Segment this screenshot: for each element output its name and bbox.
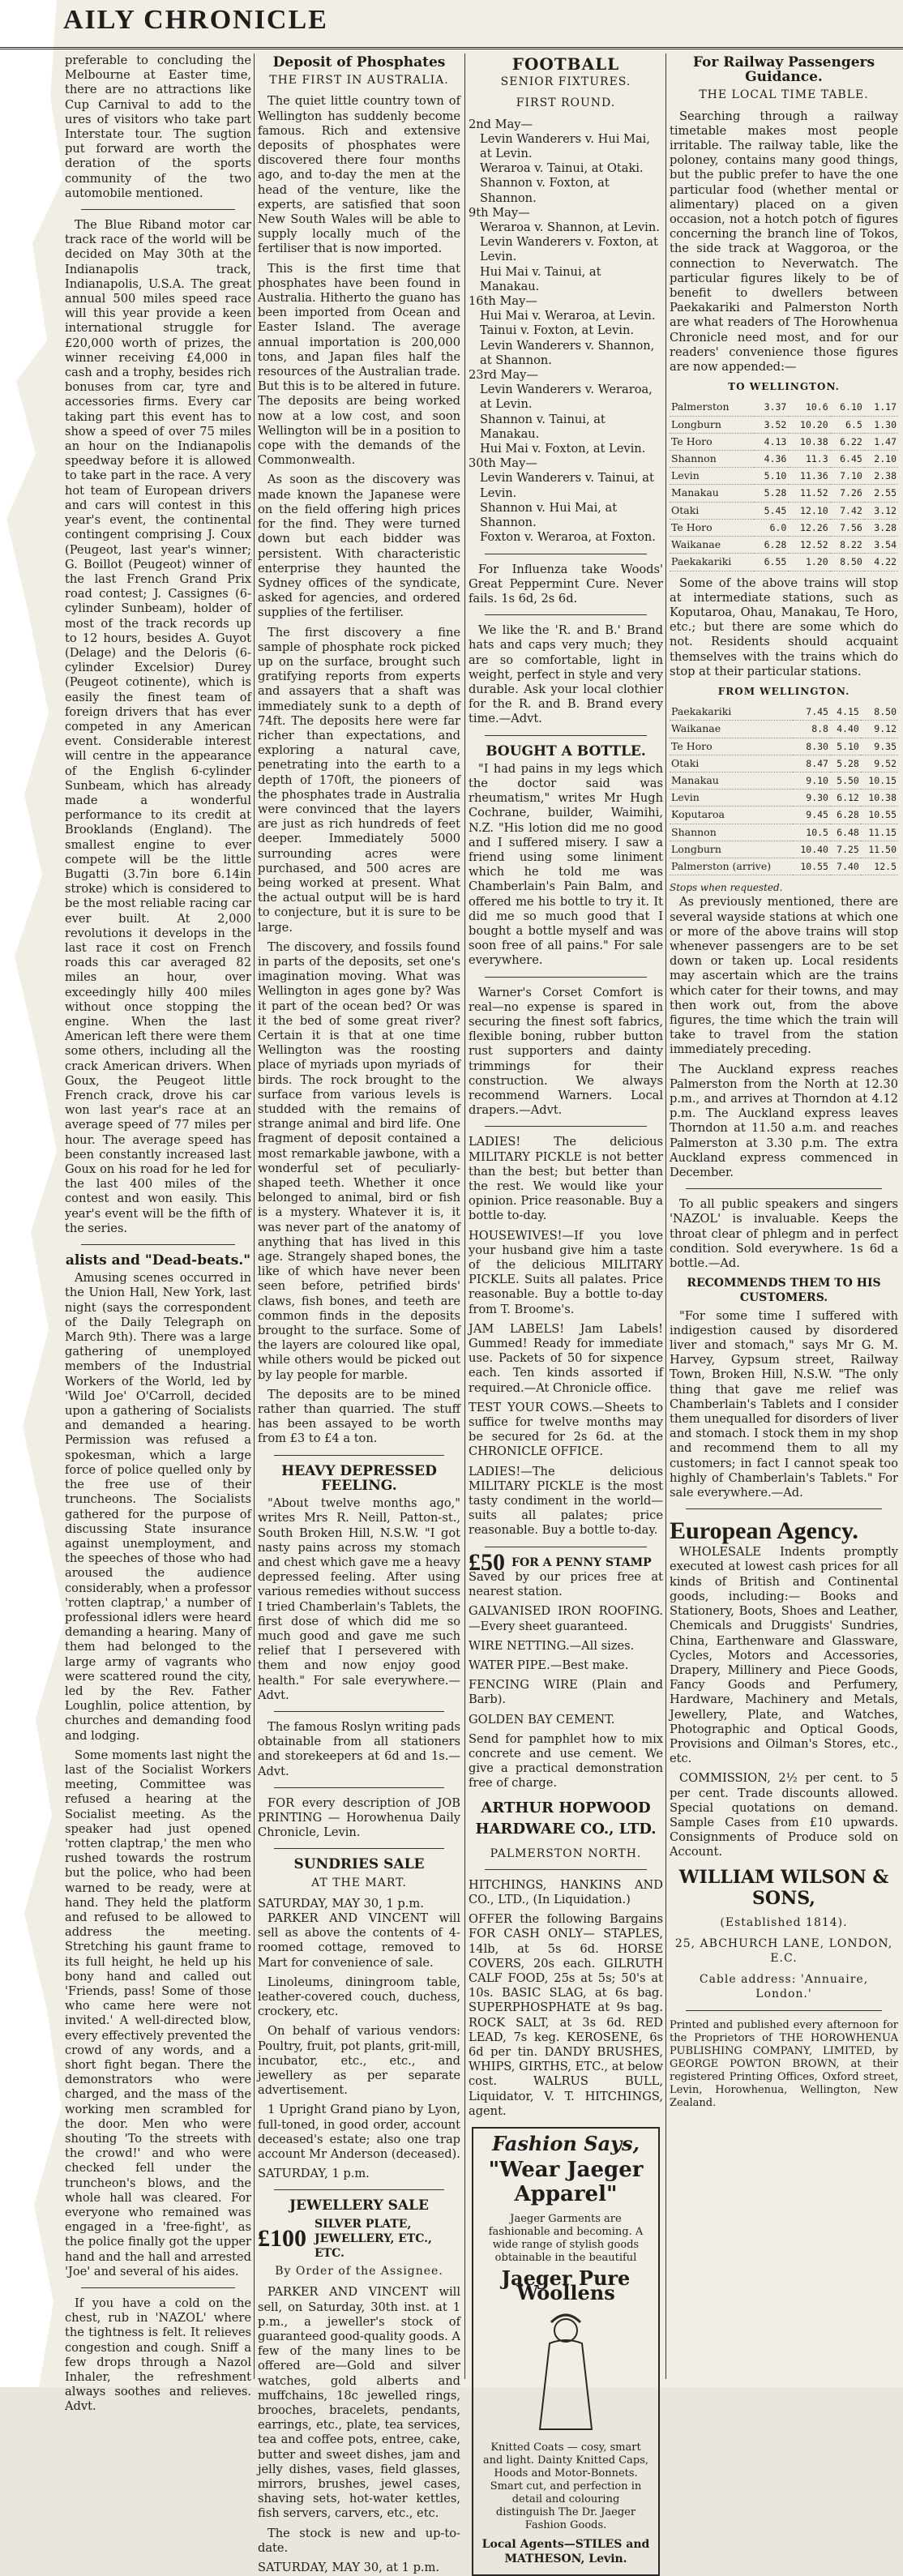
timetable-row <box>670 468 898 485</box>
station-name: Palmerston (arrive) <box>670 858 793 875</box>
section-subheading: SENIOR FIXTURES. <box>500 75 631 89</box>
sale-items: SILVER PLATE, JEWELLERY, ETC., ETC. <box>315 2217 432 2261</box>
hardware-line: WIRE NETTING.—All sizes. <box>469 1638 635 1653</box>
departure-time: 12.5 <box>861 858 898 875</box>
agency-established: (Established 1814). <box>720 1915 848 1929</box>
departure-time: 6.45 <box>830 451 864 468</box>
advertisement-text: "For some time I suffered with indigestion caused by disordered liver and stomach," says Mr G. M. Harvey, Gypsum street, Railway Town, Broken Hill, N.S.W. "The only thing that gave me relief was Chamberlain's Tablets and I consider them unequalled for disorders of liver and stomach. I stock them in my shop and recommend them to all my customers; in fact I cannot speak too highly of Chamberlain's Tablets." For sale everywhere.—Ad. <box>670 1308 898 1500</box>
divider <box>686 1188 882 1189</box>
fixture-item: Levin Wanderers v. Hui Mai, at Levin. <box>480 131 650 161</box>
agency-headline: European Agency. <box>670 1517 858 1545</box>
ad-slogan: "Wear Jaeger Apparel" <box>488 2158 644 2207</box>
departure-time: 9.35 <box>861 738 898 755</box>
timetable-row <box>670 841 898 858</box>
advertisement-text: FOR every description of JOB PRINTING — Horowhenua Daily Chronicle, Levin. <box>258 1795 460 1840</box>
divider <box>485 1126 647 1127</box>
departure-time: 10.6 <box>788 399 829 416</box>
departure-time: 6.0 <box>754 519 788 536</box>
station-name: Manakau <box>670 772 793 789</box>
departure-time: 11.52 <box>788 485 829 502</box>
divider <box>81 2287 235 2288</box>
fixture-item: Hui Mai v. Foxton, at Levin. <box>480 442 646 456</box>
advertisement-text: HOUSEWIVES!—If you love your husband give him a taste of the delicious MILITARY PICKLE. Suits all palates. Price reasonable. Buy a bottle to-day from T. Broome's. <box>469 1228 663 1316</box>
timetable-row <box>670 824 898 841</box>
section-subheading: THE LOCAL TIME TABLE. <box>699 88 869 102</box>
departure-time: 10.20 <box>788 416 829 433</box>
departure-time: 8.50 <box>861 704 898 721</box>
departure-time: 7.40 <box>830 858 861 875</box>
hardware-line: GALVANISED IRON ROOFING.—Every sheet guaranteed. <box>469 1604 663 1633</box>
timetable-row <box>670 738 898 755</box>
article-headline: alists and "Dead-beats." <box>65 1252 251 1269</box>
sale-order: By Order of the Assignee. <box>275 2265 443 2279</box>
timetable-row <box>670 755 898 772</box>
departure-time: 3.28 <box>864 519 898 536</box>
article-headline: BOUGHT A BOTTLE. <box>486 742 646 760</box>
masthead <box>0 0 903 49</box>
timetable-row <box>670 704 898 721</box>
divider <box>274 1787 444 1788</box>
departure-time: 8.50 <box>830 554 864 571</box>
article-paragraph: This is the first time that phosphates have been found in Australia. Hitherto the guano has been imported from Ocean and Easter Island. The average annual importation is 200,000 tons, and Japan files half the resources of the Australian trade. But this is to be altered in future. The deposits are being worked now at a low cost, and soon Wellington will be in a position to cope with the demands of the Commonwealth. <box>258 261 460 468</box>
departure-time: 7.45 <box>793 704 830 721</box>
departure-time: 9.12 <box>861 721 898 738</box>
ad-intro: Jaeger Garments are fashionable and becoming. A wide range of stylish goods obtainable in the beautiful <box>488 2213 644 2265</box>
liquidation-text: OFFER the following Bargains FOR CASH ONLY— STAPLES, 14lb, at 5s 6d. HORSE COVERS, 20s each. GILRUTH CALF FOOD, 25s at 5s; 50's at 10s. BASIC SLAG, at 6s bag. SUPERPHOSPHATE at 9s bag. ROCK SALT, at 3s 6d. RED LEAD, 7s keg. KEROSENE, 6s 6d per tin. DANDY BRUSHES, WHIPS, GIRTHS, ETC., at below cost. WALRUS BULL, Liquidator, V. T. HITCHINGS, agent. <box>469 1912 663 2118</box>
article-paragraph: As soon as the discovery was made known the Japanese were on the field offering high prices for the find. They were turned down but each bidder was persistent. With characteristic enterprise they haunted the Sydney offices of the syndicate, asked for agencies, and ordered supplies of the fertiliser. <box>258 473 460 620</box>
departure-time: 4.15 <box>830 704 861 721</box>
station-name: Otaki <box>670 755 793 772</box>
departure-time: 5.10 <box>754 468 788 485</box>
fixture-item: Weraroa v. Shannon, at Levin. <box>480 220 660 235</box>
departure-time: 5.10 <box>830 738 861 755</box>
article-paragraph: The deposits are to be mined rather than quarried. The stuff has been assayed to be worth from £3 to £4 a ton. <box>258 1387 460 1446</box>
departure-time: 5.28 <box>830 755 861 772</box>
departure-time: 4.40 <box>830 721 861 738</box>
divider <box>485 1869 647 1870</box>
fixture-item: Levin Wanderers v. Tainui, at Levin. <box>480 471 654 500</box>
article-paragraph: The first discovery a fine sample of phosphate rock picked up on the surface, brought such gratifying reports from experts and assayers that a shaft was immediately sunk to a depth of 74ft. The deposits here were far richer than expectations, and exploring a natural cave, penetrating into the earth to a depth of 170ft, the pioneers of the phosphates trade in Australia were convinced that the layers are just as rich hundreds of feet deeper. Immediately 5000 surrounding acres were purchased, and 500 acres are being worked at present. What the actual output will be is hard to conjecture, but it is sure to be large. <box>258 625 460 935</box>
article-paragraph: Amusing scenes occurred in the Union Hall, New York, last night (says the correspondent of the Daily Telegraph on March 9th). There was a large gathering of unemployed members of the Industrial Workers of the World, led by 'Wild Joe' O'Carroll, decided upon a gathering of Socialists and demanded a hearing. Permission was refused a spokesman, which a large force of police quelled only by the free use of their truncheons. The Socialists gathered for the purpose of discussing State insurance against unemployment, and the speeches of those who had aroused the audience considerably, when a professor 'rotten claptrap,' a number of professional idlers were heard demanding a hearing. Many of them had belonged to the large army of vagrants who were scattered round the city, led by the Rev. Father Loughlin, police attention, by churches and demanding food and lodging. <box>65 1271 251 1743</box>
station-name: Palmerston <box>670 399 754 416</box>
station-name: Longburn <box>670 416 754 433</box>
ad-brand: Jaeger Pure Woollens <box>501 2266 631 2305</box>
sale-paragraph: 1 Upright Grand piano by Lyon, full-toned, in good order, account deceased's estate; also one trap account Mr Anderson (deceased). <box>258 2103 460 2162</box>
departure-time: 3.12 <box>864 502 898 519</box>
station-name: Waikanae <box>670 537 754 554</box>
fixture-date: 23rd May— <box>469 368 539 383</box>
departure-time: 8.47 <box>793 755 830 772</box>
advertisement-text: We like the 'R. and B.' Brand hats and caps very much; they are so comfortable, light in weight, perfect in style and very durable. Ask your local clothier for the R. and B. Brand every time.—Advt. <box>469 623 663 726</box>
ad-list: Knitted Coats — cosy, smart and light. Dainty Knitted Caps, Hoods and Motor-Bonnets. Smart cut, and perfection in detail and colouring distinguish The Dr. Jaeger Fashion Goods. <box>482 2441 649 2531</box>
advertisement-text: "I had pains in my legs which the doctor said was rheumatism," writes Mr Hugh Cochrane, builder, Waimihi, N.Z. "His lotion did me no good and I suffered misery. I saw a friend using some liniment which he told me was Chamberlain's Pain Balm, and offered me his bottle to try it. It did me so much good that I bought a bottle myself and was soon free of all pains." For sale everywhere. <box>469 761 663 968</box>
timetable-note: Stops when requested. <box>670 882 783 894</box>
fixture-date: 2nd May— <box>469 117 533 131</box>
sale-paragraph: PARKER AND VINCENT will sell as above the contents of 4-roomed cottage, removed to Mart for convenience of sale. <box>258 1911 460 1970</box>
agency-text: WHOLESALE Indents promptly executed at lowest cash prices for all kinds of British and Continental goods, including:— Books and Stationery, Boots, Shoes and Leather, Chemicals and Druggists' Sundries, China, Earthenware and Glassware, Cycles, Motors and Accessories, Drapery, Millinery and Piece Goods, Fancy Goods and Perfumery, Hardware, Machinery and Metals, Jewellery, Plate, and Watches, Photographic and Optical Goods, Provisions and Oilman's Stores, etc., etc. <box>670 1545 898 1766</box>
article-paragraph: The discovery, and fossils found in parts of the deposits, set one's imagination moving. What was Wellington in ages gone by? Was it part of the ocean bed? Or was it the bed of some great river? Certain it is that at one time Wellington was the roosting place of myriads upon myriads of birds. The rock brought to the surface from various levels is studded with the remains of strange animal and bird life. One fragment of deposit contained a most remarkable jawbone, with a wonderful set of peculiarly-shaped teeth. Whether it once belonged to animal, bird or fish is a mystery. Whatever it is, it was never part of the anatomy of anything that has lived in this age. Strangely shaped bones, the like of which have never been seen before, petrified birds' claws, fish bones, and teeth are common finds in the deposits brought to the surface. Some of the layers are coloured like opal, while others would be picked out by lay people for marble. <box>258 939 460 1382</box>
departure-time: 11.15 <box>861 824 898 841</box>
fixture-item: Foxton v. Weraroa, at Foxton. <box>480 530 656 545</box>
timetable-row <box>670 789 898 807</box>
divider <box>274 1848 444 1849</box>
agency-address: 25, ABCHURCH LANE, LONDON, E.C. <box>674 1936 893 1965</box>
hardware-amount: £50 <box>469 1548 505 1576</box>
departure-time: 10.15 <box>861 772 898 789</box>
fixture-item: Levin Wanderers v. Shannon, at Shannon. <box>480 338 655 367</box>
divider <box>485 977 647 978</box>
agency-firm: WILLIAM WILSON & SONS, <box>678 1866 889 1909</box>
liquidation-heading: HITCHINGS, HANKINS AND CO., LTD., (In Liquidation.) <box>469 1877 663 1906</box>
departure-time: 6.10 <box>830 399 864 416</box>
departure-time: 6.28 <box>830 807 861 824</box>
agency-text: COMMISSION, 2½ per cent. to 5 per cent. Trade discounts allowed. Special quotations on demand. Sample Cases from £10 upwards. Consignments of Produce sold on Account. <box>670 1771 898 1859</box>
divider <box>274 2189 444 2190</box>
sale-paragraph: On behalf of various vendors: Poultry, fruit, pot plants, grit-mill, incubator, etc., etc., and jewellery as per separate advertisement. <box>258 2024 460 2098</box>
hardware-line: WATER PIPE.—Best make. <box>469 1658 629 1672</box>
departure-time: 7.10 <box>830 468 864 485</box>
hardware-line: FENCING WIRE (Plain and Barb). <box>469 1678 663 1707</box>
station-name: Te Horo <box>670 433 754 450</box>
sale-paragraph: PARKER AND VINCENT will sell, on Saturday, 30th inst. at 1 p.m., a jeweller's stock of guaranteed good-quality goods. A few of the many lines to be offered are—Gold and silver watches, gold alberts and muffchains, 18c jewelled rings, brooches, bracelets, pendants, earrings, etc., plate, tea services, tea and coffee pots, entree, cake, butter and sweet dishes, jam and jelly dishes, vases, field glasses, mirrors, brushes, jewel cases, shaving sets, hot-water kettles, fish servers, carvers, etc., etc. <box>258 2285 460 2521</box>
fixture-date: 9th May— <box>469 205 530 220</box>
departure-time: 8.8 <box>793 721 830 738</box>
article-paragraph: The quiet little country town of Wellington has suddenly become famous. Rich and extensive deposits of phosphates were discovered there four months ago, and to-day the men at the head of the venture, like the experts, are satisfied that soon New South Wales will be able to supply locally much of the fertiliser that is now imported. <box>258 94 460 256</box>
article-paragraph: preferable to concluding the Melbourne at Easter time, there are no attractions like Cup Carnival to add to the ures of visitors who take part Interstate tour. The sugtion put forward are worth the deration of the sports community of the two automobile mentioned. <box>65 53 251 200</box>
station-name: Te Horo <box>670 738 793 755</box>
section-subheading: FIRST ROUND. <box>516 96 616 110</box>
advertisement-text: LADIES! The delicious MILITARY PICKLE is not better than the best; but better than the rest. We would like your opinion. Price reasonable. Buy a bottle to-day. <box>469 1135 663 1223</box>
station-name: Levin <box>670 468 754 485</box>
station-name: Otaki <box>670 502 754 519</box>
fixture-item: Shannon v. Foxton, at Shannon. <box>480 176 610 205</box>
station-name: Te Horo <box>670 519 754 536</box>
timetable-row <box>670 519 898 536</box>
timetable-row <box>670 485 898 502</box>
timetable-row <box>670 858 898 875</box>
departure-time: 6.28 <box>754 537 788 554</box>
divider <box>485 614 647 615</box>
departure-time: 9.30 <box>793 789 830 807</box>
jaeger-advertisement <box>472 2127 660 2576</box>
departure-time: 5.50 <box>830 772 861 789</box>
timetable-row <box>670 451 898 468</box>
departure-time: 9.52 <box>861 755 898 772</box>
divider <box>81 209 235 210</box>
fixture-item: Shannon v. Hui Mai, at Shannon. <box>480 500 618 530</box>
sale-date: SATURDAY, MAY 30, 1 p.m. <box>258 1896 424 1911</box>
departure-time: 12.26 <box>788 519 829 536</box>
article-paragraph: Some of the above trains will stop at intermediate stations, such as Koputaroa, Ohau, Manakau, Te Horo, etc.; but there are some which do not. Residents should acquaint themselves with the trains which do stop at their particular stations. <box>670 576 898 678</box>
departure-time: 6.5 <box>830 416 864 433</box>
departure-time: 11.36 <box>788 468 829 485</box>
departure-time: 12.52 <box>788 537 829 554</box>
station-name: Longburn <box>670 841 793 858</box>
sale-headline: JEWELLERY SALE <box>289 2197 429 2214</box>
departure-time: 10.38 <box>861 789 898 807</box>
divider <box>274 1455 444 1456</box>
timetable-to-wellington <box>670 399 898 571</box>
section-headline: For Railway Passengers Guidance. <box>692 54 875 86</box>
departure-time: 4.36 <box>754 451 788 468</box>
departure-time: 1.47 <box>864 433 898 450</box>
article-headline: Deposit of Phosphates <box>272 54 446 71</box>
column-4 <box>670 53 898 2379</box>
fixture-date: 30th May— <box>469 456 537 471</box>
station-name: Shannon <box>670 451 754 468</box>
timetable-heading: TO WELLINGTON. <box>728 381 840 393</box>
divider <box>81 1244 235 1245</box>
fixture-item: Weraroa v. Tainui, at Otaki. <box>480 161 644 176</box>
departure-time: 11.3 <box>788 451 829 468</box>
departure-time: 9.45 <box>793 807 830 824</box>
timetable-row <box>670 399 898 416</box>
fixture-date: 16th May— <box>469 294 537 309</box>
ad-agents: Local Agents—STILES and MATHESON, Levin. <box>481 2537 650 2565</box>
advertisement-text: The famous Roslyn writing pads obtainable from all stationers and storekeepers at 6d and 1s.—Advt. <box>258 1719 460 1778</box>
station-name: Koputaroa <box>670 807 793 824</box>
hardware-company: ARTHUR HOPWOOD HARDWARE CO., LTD. <box>475 1799 657 1838</box>
departure-time: 1.30 <box>864 416 898 433</box>
divider <box>686 2010 882 2011</box>
departure-time: 7.56 <box>830 519 864 536</box>
departure-time: 1.20 <box>788 554 829 571</box>
station-name: Paekakariki <box>670 704 793 721</box>
sale-time: SATURDAY, 1 p.m. <box>258 2167 370 2181</box>
timetable-row <box>670 721 898 738</box>
departure-time: 2.10 <box>864 451 898 468</box>
departure-time: 8.30 <box>793 738 830 755</box>
departure-time: 12.10 <box>788 502 829 519</box>
departure-time: 10.38 <box>788 433 829 450</box>
fixtures-list <box>469 118 663 546</box>
divider <box>686 1508 882 1509</box>
timetable-row <box>670 772 898 789</box>
fixture-item: Hui Mai v. Weraroa, at Levin. <box>480 309 656 323</box>
departure-time: 2.55 <box>864 485 898 502</box>
advertisement-text: TEST YOUR COWS.—Sheets to suffice for twelve months may be secured for 2s 6d. at the CHRONICLE OFFICE. <box>469 1400 663 1459</box>
advertisement-text: Warner's Corset Comfort is real—no expense is spared in securing the finest soft fabrics, flexible boning, rubber button rust supporters and dainty trimmings for their construction. We always recommend Warners. Local drapers.—Advt. <box>469 985 663 1118</box>
timetable-row <box>670 807 898 824</box>
sale-headline: SUNDRIES SALE <box>293 1856 425 1873</box>
advertisement-text: To all public speakers and singers 'NAZOL' is invaluable. Keeps the throat clear of phlegm and in perfect condition. Sold everywhere. 1s 6d a bottle.—Ad. <box>670 1197 898 1271</box>
station-name: Manakau <box>670 485 754 502</box>
fixture-item: Tainui v. Foxton, at Levin. <box>480 323 635 338</box>
fixture-item: Hui Mai v. Tainui, at Manakau. <box>480 264 601 293</box>
fixture-item: Levin Wanderers v. Foxton, at Levin. <box>480 235 658 264</box>
timetable-row <box>670 416 898 433</box>
timetable-row <box>670 502 898 519</box>
departure-time: 7.26 <box>830 485 864 502</box>
article-paragraph: The Auckland express reaches Palmerston from the North at 12.30 p.m., and arrives at Thorndon at 4.12 p.m. The Auckland express leaves Thorndon at 11.50 a.m. and reaches Palmerston at 3.30 p.m. The extra Auckland express commenced in December. <box>670 1062 898 1180</box>
departure-time: 6.12 <box>830 789 861 807</box>
column-2 <box>258 53 460 2575</box>
hardware-banner <box>469 1548 663 1576</box>
article-paragraph: Searching through a railway timetable makes most people irritable. The railway table, like the poloney, contains many good things, but the public prefer to have the one particular food (whether mental or alimentary) placed on a given occasion, not a hotch potch of figures concerning the branch line of Tokos, the side track at Waggoroa, or the connection to Neverwatch. The particular figures likely to be of benefit to dwellers between Paekakariki and Palmerston North are what readers of The Horowhenua Chronicle need most, and for our readers' convenience those figures are now appended:— <box>670 109 898 374</box>
departure-time: 3.37 <box>754 399 788 416</box>
departure-time: 6.55 <box>754 554 788 571</box>
fixture-item: Levin Wanderers v. Weraroa, at Levin. <box>480 383 653 412</box>
station-name: Shannon <box>670 824 793 841</box>
departure-time: 2.38 <box>864 468 898 485</box>
divider <box>274 1711 444 1712</box>
departure-time: 11.50 <box>861 841 898 858</box>
hardware-location: PALMERSTON NORTH. <box>490 1846 642 1860</box>
advertisement-text: If you have a cold on the chest, rub in 'NAZOL' where the tightness is felt. It relieves congestion and cough. Sniff a few drops through a Nazol Inhaler, the refreshment always soothes and relieves. Advt. <box>65 2296 251 2414</box>
article-paragraph: The Blue Riband motor car track race of the world will be decided on May 30th at the Indianapolis track, Indianapolis, U.S.A. The great annual 500 miles speed race will this year provide a keen international struggle for £20,000 worth of prizes, the winner receiving £4,000 in cash and a trophy, besides rich bonuses from car, tyre and accessories firms. Every car taking part this event has to show a speed of over 75 miles an hour on the Indianapolis speedway before it is allowed to take part in the race. A very hot team of European drivers and cars will contest in this year's event, the continental contingent comprising J. Coux (Peugeot, last year's winner; G. Boillot (Peugeot) winner of the last French Grand Prix road contest; J. Cassignes (6-cylinder Sunbeam), holder of most of the track records up to 12 hours, besides A. Guyot (Delage) and the Deloris (6-cylinder Excelsior) Durey (Peugeot cotinente), which is easily the finest team of foreign drivers that has ever competed in any American event. Considerable interest will centre in the appearance of the English 6-cylinder Sunbeam, which has already made a wonderful performance to its credit at Brooklands (England). The smallest engine to ever compete will be the little Bugatti (3.7in bore 6.14in stroke) which is considered to be the most reliable racing car ever built. At 2,000 revolutions it develops in the last race it cost on French roads this car averaged 82 miles an hour, over exceedingly hilly 400 miles without once stopping the engine. When the last American left there were them some others, including all the crack American drivers. When Goux, the Peugeot little French crack, drove his car won last year's race at an average speed of 77 miles per hour. The average speed has been constantly increased last Goux on his road for he led for the last 400 miles of the contest and won easily. This year's event will be the fifth of the series. <box>65 218 251 1235</box>
timetable-row <box>670 554 898 571</box>
column-1 <box>65 53 251 2414</box>
hardware-line: GOLDEN BAY CEMENT. <box>469 1712 615 1727</box>
hardware-tagline: FOR A PENNY STAMP <box>511 1555 652 1569</box>
column-3 <box>469 53 663 2565</box>
column-rule <box>254 53 255 2379</box>
fixture-item: Shannon v. Tainui, at Manakau. <box>480 412 606 441</box>
article-subheading: THE FIRST IN AUSTRALIA. <box>269 74 449 88</box>
article-headline: HEAVY DEPRESSED FEELING. <box>281 1462 437 1494</box>
publisher-imprint: Printed and published every afternoon for the Proprietors of THE HOROWHENUA PUBLISHING COMPANY, LIMITED, by GEORGE POWTON BROWN, at their registered Printing Offices, Oxford street, Levin, Horowhenua, Wellington, New Zealand. <box>670 2018 898 2109</box>
station-name: Waikanae <box>670 721 793 738</box>
departure-time: 10.5 <box>793 824 830 841</box>
article-headline: RECOMMENDS THEM TO HIS CUSTOMERS. <box>687 1277 881 1305</box>
sale-paragraph: The stock is new and up-to-date. <box>258 2526 460 2555</box>
advertisement-text: "About twelve months ago," writes Mrs R. Neill, Patton-st., South Broken Hill, N.S.W. "I got nasty pains across my stomach and chest which gave me a heavy depressed feeling. After using various remedies without success I tried Chamberlain's Tablets, the first dose of which did me so much good and gave me such relief that I persevered with them and now enjoy good health." For sale everywhere.—Advt. <box>258 1496 460 1702</box>
departure-time: 10.55 <box>861 807 898 824</box>
advertisement-text: JAM LABELS! Jam Labels! Gummed! Ready for immediate use. Packets of 50 for sixpence each. Ten kinds assorted if required.—At Chronicle office. <box>469 1321 663 1395</box>
timetable-heading: FROM WELLINGTON. <box>717 685 850 697</box>
departure-time: 5.28 <box>754 485 788 502</box>
article-paragraph: Some moments last night the last of the Socialist Workers meeting, Committee was refused a hearing at the Socialist meeting. As the speaker had just opened 'rotten claptrap,' the men who rushed towards the rostrum but the police, who had been warned to be ready, were at hand. They held the platform and refused to be allowed to address the meeting. Stretching his gaunt frame to its full height, he held up his bony hand and called out 'Friends, pass! Some of those who came here were not invited.' A well-directed blow, every effectively prevented the crowd of any words, and a short fight began. There the demonstrators who were charged, and the mass of the working men scrambled for the door. Men who were shouting 'To the streets with the crowd!' and who were checked fell under the truncheon's blows, and the whole hall was cleared. For everyone who remained was engaged in a 'free-fight', as the police finally got the upper hand and the hall and arrested 'Joe' and several of his aides. <box>65 1748 251 2279</box>
departure-time: 4.13 <box>754 433 788 450</box>
hardware-line: Send for pamphlet how to mix concrete and use cement. We give a practical demonstration free of charge. <box>469 1731 663 1791</box>
sale-location: AT THE MART. <box>311 1876 407 1889</box>
ad-headline: Fashion Says, <box>492 2131 640 2155</box>
departure-time: 9.10 <box>793 772 830 789</box>
sale-amount: £100 <box>258 2224 306 2252</box>
departure-time: 6.22 <box>830 433 864 450</box>
station-name: Levin <box>670 789 793 807</box>
sale-banner <box>258 2217 460 2261</box>
column-rule <box>665 53 666 2379</box>
newspaper-title: AILY CHRONICLE <box>63 5 328 35</box>
departure-time: 6.48 <box>830 824 861 841</box>
departure-time: 7.42 <box>830 502 864 519</box>
departure-time: 10.55 <box>793 858 830 875</box>
departure-time: 1.17 <box>864 399 898 416</box>
departure-time: 8.22 <box>830 537 864 554</box>
advertisement-text: LADIES!—The delicious MILITARY PICKLE is the most tasty condiment in the world—suits all palates; price reasonable. Buy a bottle to-day. <box>469 1464 663 1538</box>
article-paragraph: As previously mentioned, there are several wayside stations at which one or more of the above trains will stop whenever passengers are to be set down or taken up. Local residents may ascertain which are the trains which cater for their towns, and may then work out, from the above figures, the time which the train will take to travel from the station immediately preceding. <box>670 895 898 1057</box>
section-headline: FOOTBALL <box>511 54 620 74</box>
departure-time: 3.54 <box>864 537 898 554</box>
divider <box>485 735 647 736</box>
column-rule <box>464 53 465 2379</box>
station-name: Paekakariki <box>670 554 754 571</box>
departure-time: 5.45 <box>754 502 788 519</box>
departure-time: 3.52 <box>754 416 788 433</box>
hardware-line: Saved by our prices free at nearest station. <box>469 1569 663 1599</box>
departure-time: 4.22 <box>864 554 898 571</box>
departure-time: 7.25 <box>830 841 861 858</box>
timetable-row <box>670 433 898 450</box>
timetable-from-wellington <box>670 704 898 875</box>
agency-cable: Cable address: 'Annuaire, London.' <box>699 1973 869 2001</box>
timetable-row <box>670 537 898 554</box>
sale-paragraph: Linoleums, diningroom table, leather-covered couch, duchess, crockery, etc. <box>258 1975 460 2019</box>
lady-illustration-icon <box>517 2308 614 2437</box>
sale-date: SATURDAY, MAY 30, at 1 p.m. <box>258 2561 440 2575</box>
departure-time: 10.40 <box>793 841 830 858</box>
advertisement-text: For Influenza take Woods' Great Peppermint Cure. Never fails. 1s 6d, 2s 6d. <box>469 562 663 605</box>
